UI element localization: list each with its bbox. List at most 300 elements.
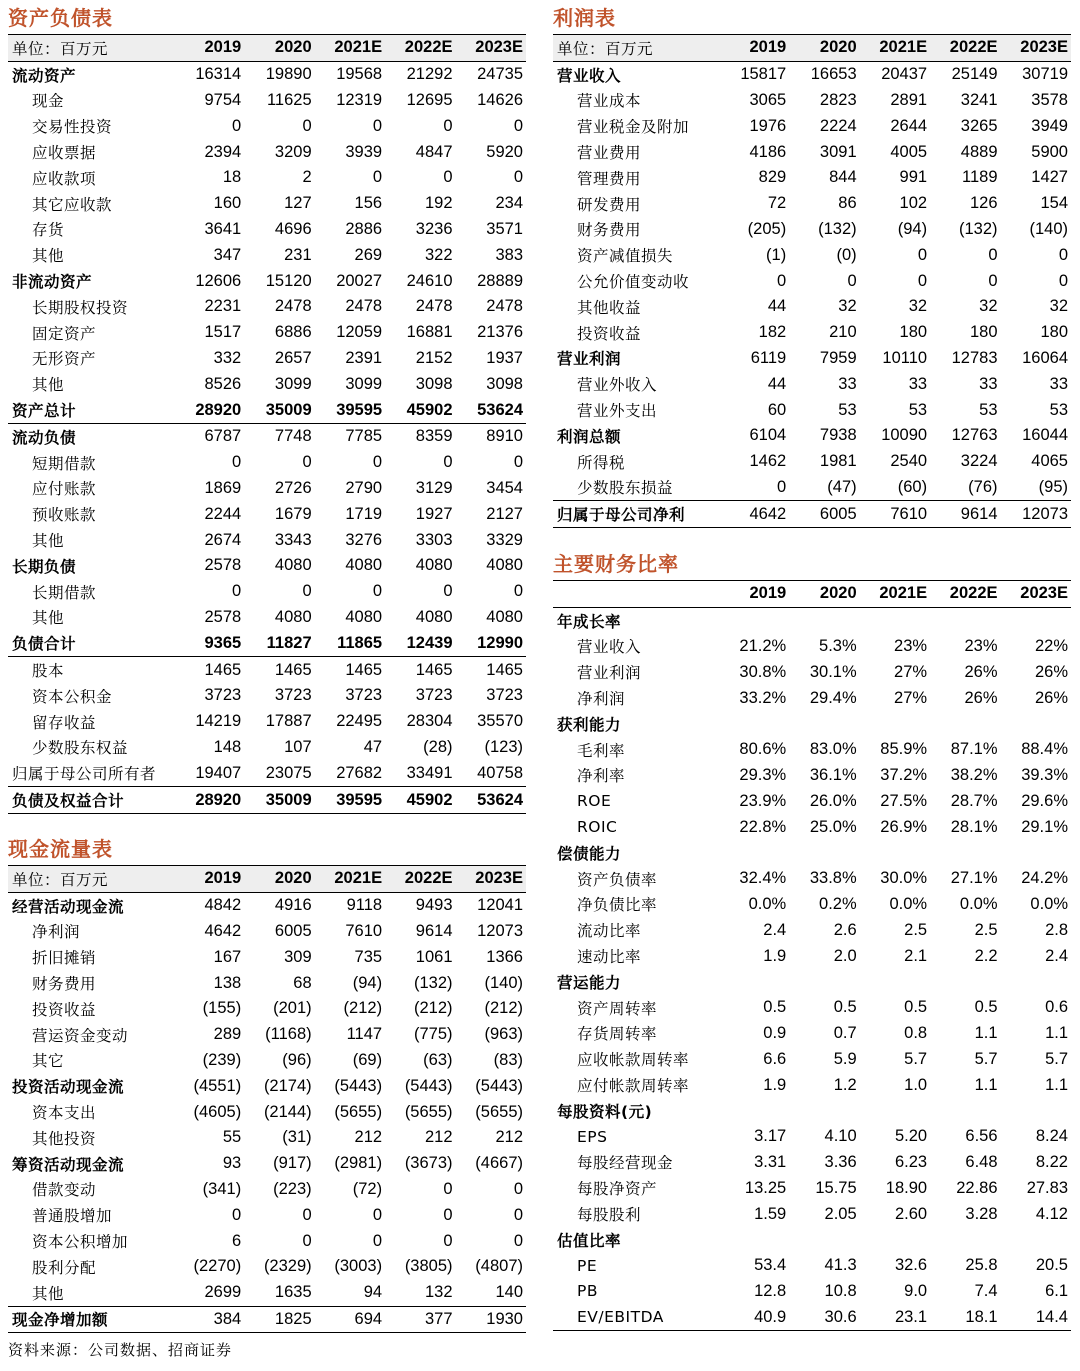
cell-value: 7610 [860,501,930,528]
cell-value: 80.6% [739,740,787,759]
cell-value: 27.5% [880,791,928,810]
cell-value: 3723 [345,686,383,705]
cell-value: 1.1 [974,1023,998,1042]
table-row [8,346,526,372]
cell-value: 8526 [204,374,242,393]
row-label: 现金 [32,92,65,111]
cell-value: 44 [767,374,787,393]
cell-value: 0.0% [959,894,998,913]
cell-value: 1981 [819,452,857,471]
cell-value: 4642 [719,501,789,528]
cell-value: 18.1 [930,1304,1000,1330]
cell-value: (1168) [265,1025,312,1044]
cell-value: 0 [443,1205,453,1224]
cell-value: (341) [202,1179,242,1198]
cell-value [789,711,859,737]
cell-value: (1) [766,245,787,264]
cell-value: 322 [424,245,453,264]
year-header: 2022E [949,584,998,603]
table-row [8,1306,526,1333]
cell-value: 30.8% [739,662,787,681]
cell-value: 19890 [265,65,312,84]
cell-value: 6005 [789,501,859,528]
table-row [8,709,526,735]
row-label: 存货 [32,221,65,240]
cell-value: 377 [385,1306,455,1333]
cell-value: 1.1 [974,1075,998,1094]
cell-value: 2.5 [904,920,928,939]
cell-value: 4186 [749,142,787,161]
cell-value: 3343 [274,530,312,549]
cell-value: 0 [443,168,453,187]
cell-value: (140) [484,973,523,992]
table-row [553,475,1071,501]
year-header: 2023E [1020,38,1068,57]
cell-value: 17887 [265,712,312,731]
cell-value: 53 [979,400,998,419]
cell-value: 87.1% [950,740,998,759]
cell-value: 2478 [486,297,523,316]
table-row [8,1254,526,1280]
cell-value: 4080 [345,556,383,575]
row-label: 流动比率 [577,922,642,941]
cell-value: 12763 [951,426,998,445]
cell-value [930,711,1000,737]
cell-value: 0 [1058,271,1068,290]
cell-value: 3723 [274,686,312,705]
cell-value: 23075 [265,763,312,782]
cell-value: 0 [1058,245,1068,264]
cell-value: 132 [424,1283,453,1302]
cell-value: 86 [838,194,857,213]
cell-value: 12041 [477,896,523,915]
cell-value: 1147 [346,1025,383,1044]
table-row [553,892,1071,918]
cell-value: 2891 [890,90,928,109]
table-row [8,527,526,553]
cell-value: 0 [513,453,523,472]
cell-value: 16653 [810,65,857,84]
cell-value: 0 [777,271,787,290]
table-row [8,1280,526,1306]
table-row [8,553,526,579]
row-label: 投资收益 [577,324,642,343]
cell-value: 15.75 [815,1178,857,1197]
cell-value: 2.4 [763,920,787,939]
year-header: 2019 [749,584,787,603]
table-row [8,423,526,449]
cell-value: 2.0 [833,946,857,965]
cell-value: 3454 [486,478,523,497]
cell-value: 26.0% [809,791,857,810]
cell-value: 309 [284,947,312,966]
cell-value: 1465 [315,657,385,683]
row-label: 归属于母公司净利 [553,501,719,528]
cell-value: 0 [988,271,998,290]
ratios-title: 主要财务比率 [553,552,679,576]
cell-value: 16881 [406,323,453,342]
cell-value: (72) [352,1179,383,1198]
table-row [553,217,1071,243]
cell-value: 23% [894,636,928,655]
cell-value: 180 [969,323,998,342]
cell-value: 3265 [960,116,998,135]
row-label: 营运资金变动 [32,1026,129,1045]
table-row [8,139,526,165]
unit-label: 单位：百万元 [12,870,109,889]
cell-value: 2224 [819,116,857,135]
cell-value [1001,969,1071,995]
table-row [8,760,526,786]
table-row [553,1072,1071,1098]
cell-value: 1.9 [763,1075,787,1094]
cell-value: 28304 [406,712,453,731]
cell-value: (2329) [263,1257,312,1276]
cell-value: (201) [273,999,312,1018]
cell-value: 16064 [1022,348,1068,367]
row-label: 现金净增加额 [8,1306,174,1333]
cell-value: 20437 [881,65,928,84]
cell-value: 0 [443,453,453,472]
row-label: 年成长率 [557,612,622,631]
cell-value: (2144) [263,1102,312,1121]
cell-value: 4065 [1031,452,1068,471]
row-label: 应收帐款周转率 [577,1051,690,1070]
cell-value: 4080 [486,607,523,626]
cell-value: 5920 [486,142,523,161]
row-label: 折旧摊销 [32,949,97,968]
cell-value: 0.5 [974,998,998,1017]
table-row [8,1202,526,1228]
cell-value: (95) [1038,477,1068,496]
row-label: 存货周转率 [577,1025,658,1044]
row-label: 资本支出 [32,1104,97,1123]
year-header: 2023E [475,38,523,57]
cell-value: 60 [767,400,787,419]
cell-value: 1976 [749,116,787,135]
cell-value: 0 [988,245,998,264]
ratios-table [553,580,1071,1331]
cell-value: 0 [232,582,242,601]
cell-value: 12.8 [754,1281,787,1300]
row-label: 获利能力 [557,715,622,734]
cell-value: 140 [495,1283,523,1302]
row-label: 其他 [32,247,65,266]
table-row [8,450,526,476]
cell-value [719,1098,789,1124]
cell-value: 41.3 [824,1256,857,1275]
cell-value: (2981) [334,1154,383,1173]
cell-value: 289 [213,1025,242,1044]
row-label: 净负债比率 [577,896,658,915]
row-label: 每股经营现金 [577,1154,674,1173]
table-row [553,1279,1071,1305]
table-row [553,139,1071,165]
cell-value: 0.5 [833,998,857,1017]
table-row [8,944,526,970]
cell-value: (60) [897,477,928,496]
row-label: 其他 [32,376,65,395]
cell-value: 12439 [406,633,453,652]
cell-value [860,1227,930,1253]
row-label: 股利分配 [32,1258,97,1277]
income-statement-table [553,34,1071,528]
cell-value: 192 [424,194,453,213]
cell-value: 26% [1034,662,1068,681]
cell-value: 23.1 [860,1304,930,1330]
cell-value: (223) [273,1179,312,1198]
cell-value: 2 [302,168,312,187]
row-label: 长期借款 [32,583,97,602]
row-label: 其他 [32,1284,65,1303]
cell-value: 27682 [336,763,383,782]
cell-value: 3099 [345,374,383,393]
cell-value: 0 [513,168,523,187]
cell-value: 3209 [274,142,312,161]
cell-value: 6787 [174,423,244,449]
cell-value: 2823 [819,90,857,109]
table-row [553,449,1071,475]
cell-value: 9614 [415,921,453,940]
cell-value: 2726 [274,478,312,497]
cell-value: 0.0% [748,894,787,913]
cell-value: 47 [363,737,383,756]
cell-value: 4847 [415,142,453,161]
cell-value: 32 [1049,297,1068,316]
cell-value: 32.6 [894,1256,928,1275]
cell-value: 29.1% [1021,817,1068,836]
cell-value [860,1098,930,1124]
cell-value: 26% [964,688,998,707]
cell-value: 15817 [740,65,787,84]
table-row [553,763,1071,789]
table-row [553,423,1071,449]
cell-value: 11827 [266,633,312,652]
cell-value: 33 [838,374,857,393]
cell-value: 10.8 [824,1281,857,1300]
cash-flow-panel [8,865,526,1333]
table-row [553,737,1071,763]
row-label: 每股股利 [577,1206,642,1225]
cell-value: 33491 [406,763,453,782]
row-label: 应付账款 [32,480,97,499]
cell-value: 53 [838,400,857,419]
row-label: 借款变动 [32,1181,97,1200]
year-header: 2022E [949,38,998,57]
cell-value: 30.0% [880,869,928,888]
cell-value: 1825 [244,1306,314,1333]
cell-value [930,969,1000,995]
cell-value: 0 [232,1205,242,1224]
row-label: 营业外收入 [577,376,658,395]
year-header: 2020 [274,38,312,57]
cell-value: 0 [917,245,928,264]
cell-value: 53 [1049,400,1068,419]
table-row [553,88,1071,114]
row-label: 固定资产 [32,324,97,343]
cell-value: 4.12 [1035,1204,1068,1223]
cell-value: 1462 [749,452,787,471]
row-label: 流动负债 [8,423,174,449]
row-label: 应收票据 [32,144,97,163]
cell-value: 9365 [204,633,242,652]
cell-value: 6104 [749,426,787,445]
cell-value: 6119 [750,348,787,367]
row-label: 其他 [32,532,65,551]
year-header: 2020 [819,584,857,603]
table-row [553,346,1071,372]
table-row [553,397,1071,423]
cell-value: 3.28 [965,1204,998,1223]
row-label: 估值比率 [557,1231,622,1250]
cell-value: 8.24 [1035,1127,1068,1146]
cell-value [789,1227,859,1253]
cell-value: 32 [979,297,998,316]
table-row [8,1022,526,1048]
cell-value: 25.8 [965,1256,998,1275]
cell-value: 8910 [456,423,526,449]
table-row [8,1228,526,1254]
cell-value: 28.7% [950,791,998,810]
cell-value [719,1227,789,1253]
table-row [553,685,1071,711]
row-label: 少数股东权益 [32,739,129,758]
cell-value: 2152 [415,348,453,367]
cell-value: 8359 [385,423,455,449]
cell-value [860,969,930,995]
cell-value: 3065 [749,90,787,109]
cell-value [719,969,789,995]
table-row [8,1151,526,1177]
cell-value: (5443) [475,1076,523,1095]
table-row [8,476,526,502]
cell-value: 138 [213,973,242,992]
cell-value: 18 [222,168,242,187]
cell-value: 9.0 [904,1281,928,1300]
table-row [8,1099,526,1125]
cell-value: 12606 [195,271,242,290]
cell-value: 21376 [477,323,523,342]
cell-value: 28920 [195,400,242,419]
cell-value: 12319 [336,90,383,109]
cell-value: 6.6 [763,1049,787,1068]
cell-value [719,711,789,737]
row-label: 负债及权益合计 [8,787,174,814]
row-label: 净利润 [577,690,626,709]
row-label: 营业收入 [577,638,642,657]
cell-value: 1.1 [1045,1075,1068,1094]
cell-value [789,840,859,866]
row-label: 每股净资产 [577,1180,658,1199]
cell-value: 2478 [274,297,312,316]
cell-value: (2270) [193,1257,242,1276]
cell-value: 27% [894,662,928,681]
cell-value: 1.2 [833,1075,857,1094]
cell-value: 2.60 [894,1204,928,1223]
cell-value: (132) [958,219,998,238]
cell-value: 12783 [951,348,998,367]
cell-value: 16044 [1022,426,1068,445]
year-header: 2021E [879,584,928,603]
cell-value: 234 [495,194,523,213]
cell-value: 29.3% [739,765,787,784]
cell-value: 33.8% [809,869,857,888]
cell-value: 28920 [174,787,244,814]
cell-value: 40.9 [719,1304,789,1330]
header-row [8,35,526,62]
cell-value: 24.2% [1021,869,1068,888]
cell-value: 53624 [477,400,523,419]
table-row [8,320,526,346]
cell-value: 2.4 [1045,946,1068,965]
cell-value: 26% [964,662,998,681]
cell-value: 14626 [477,90,523,109]
year-header: 2019 [204,38,242,57]
cell-value: (4807) [475,1257,523,1276]
cell-value: 3723 [204,686,242,705]
cell-value: 93 [222,1154,242,1173]
cell-value: 2674 [204,530,242,549]
year-header: 2023E [1020,584,1068,603]
income-statement-title: 利润表 [553,6,616,30]
cell-value: (132) [818,219,857,238]
row-label: 负债合计 [12,635,77,654]
cell-value: 11865 [337,633,383,652]
table-row [553,814,1071,840]
cell-value: 0 [917,271,928,290]
table-row [553,61,1071,87]
year-header: 2022E [404,869,453,888]
cell-value: 0 [372,168,383,187]
cell-value: (5443) [334,1076,383,1095]
cell-value: 383 [495,245,523,264]
cell-value: 25149 [951,65,998,84]
cell-value: 4842 [204,896,242,915]
cell-value: 94 [363,1283,383,1302]
row-label: 利润总额 [557,427,622,446]
cell-value: 10110 [882,348,928,367]
cell-value: 0 [777,477,787,496]
row-label: ROE [577,792,612,811]
table-row [553,242,1071,268]
cell-value: 2578 [204,607,242,626]
cell-value: (212) [413,999,453,1018]
cell-value: (4551) [193,1076,242,1095]
cell-value: 27.83 [1026,1178,1068,1197]
table-row [8,371,526,397]
cell-value: 3236 [415,219,453,238]
row-label: EV/EBITDA [553,1304,719,1330]
cell-value: 3.36 [824,1152,857,1171]
table-row [553,501,1071,528]
cell-value: (212) [343,999,383,1018]
cell-value: 29.4% [809,688,857,707]
table-row [553,866,1071,892]
cell-value: 1189 [962,168,998,187]
cell-value: 2699 [204,1283,242,1302]
cell-value: 12695 [406,90,453,109]
ratios-panel [553,580,1071,1331]
cell-value: (3673) [404,1154,453,1173]
cell-value: (63) [423,1050,453,1069]
cell-value: (0) [836,245,857,264]
table-row [553,371,1071,397]
cell-value: 829 [758,168,787,187]
cell-value: 3.31 [754,1152,787,1171]
unit-label [553,581,719,608]
cell-value: 53624 [456,787,526,814]
cell-value: 0 [443,1179,453,1198]
